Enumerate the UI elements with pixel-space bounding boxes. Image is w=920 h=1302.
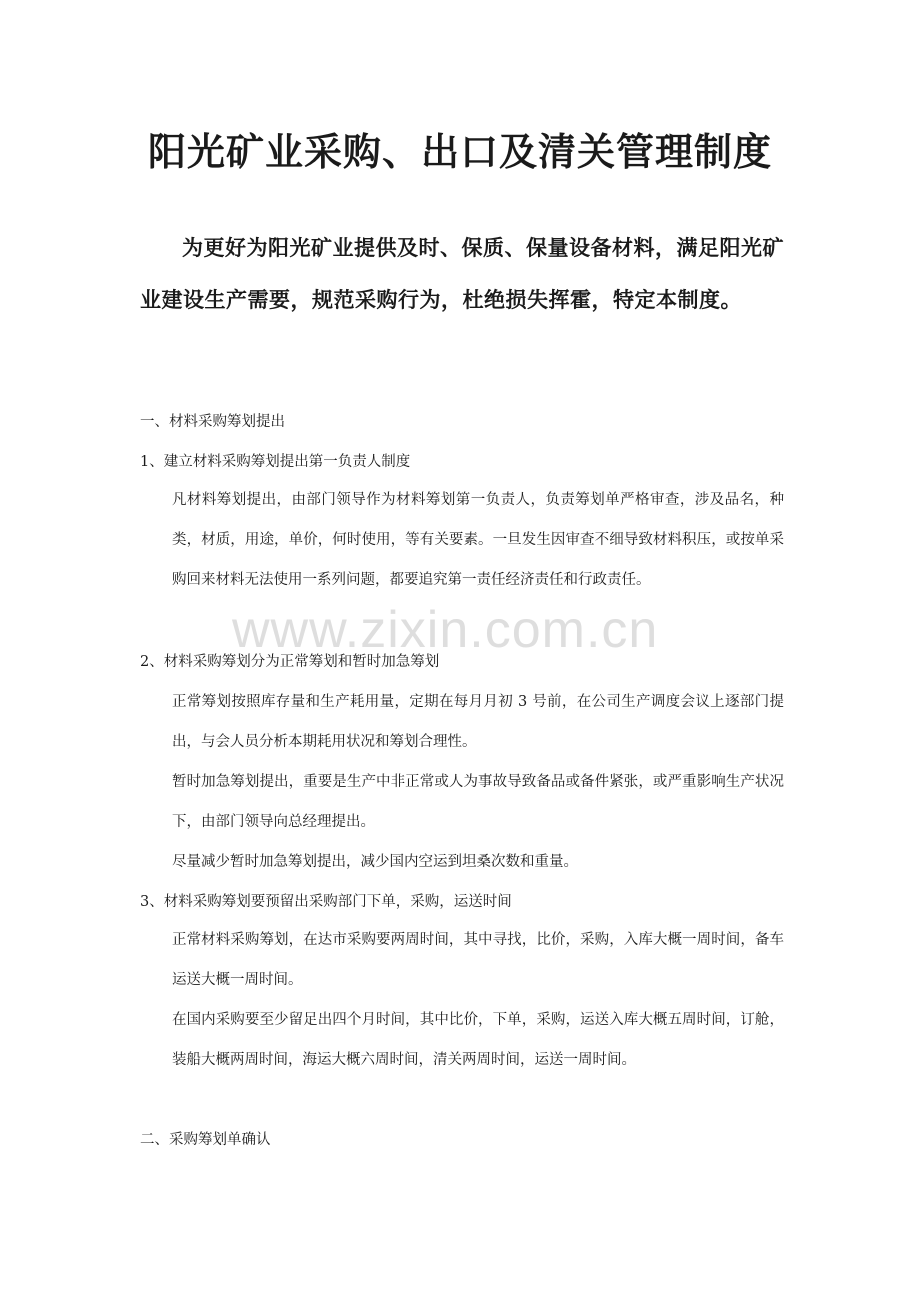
document-title: 阳光矿业采购、出口及清关管理制度: [147, 129, 772, 174]
subsection-heading-1-3: 3、材料采购筹划要预留出采购部门下单，采购，运送时间: [140, 894, 512, 910]
paragraph-1-2-2: 暂时加急筹划提出，重要是生产中非正常或人为事故导致备品或备件紧张，或严重影响生产状况下，由部门领导向总经理提出。: [172, 774, 784, 830]
subsection-heading-1-2: 2、材料采购筹划分为正常筹划和暂时加急筹划: [140, 654, 440, 670]
section-heading-1: 一、材料采购筹划提出: [140, 414, 285, 430]
paragraph-1-2-1: 正常筹划按照库存量和生产耗用量，定期在每月月初 3 号前，在公司生产调度会议上逐部门提出，与会人员分析本期耗用状况和筹划合理性。: [172, 694, 784, 750]
intro-paragraph: 为更好为阳光矿业提供及时、保质、保量设备材料，满足阳光矿业建设生产需要，规范采购行为，杜绝损失挥霍，特定本制度。: [140, 235, 784, 312]
watermark-text: www.zixin.com.cn: [232, 601, 659, 659]
paragraph-1-1-1: 凡材料筹划提出，由部门领导作为材料筹划第一负责人，负责筹划单严格审查，涉及品名，种类，材质，用途，单价，何时使用，等有关要素。一旦发生因审查不细导致材料积压，或按单采购回来材料无法使用一系列问题，都要追究第一责任经济责任和行政责任。: [172, 492, 784, 588]
paragraph-1-3-2: 在国内采购要至少留足出四个月时间，其中比价，下单，采购，运送入库大概五周时间，订舱，装船大概两周时间，海运大概六周时间，清关两周时间，运送一周时间。: [172, 1012, 784, 1068]
section-heading-2: 二、采购筹划单确认: [140, 1132, 271, 1148]
paragraph-1-3-1: 正常材料采购筹划，在达市采购要两周时间，其中寻找，比价，采购，入库大概一周时间，备车运送大概一周时间。: [172, 932, 784, 988]
subsection-heading-1-1: 1、建立材料采购筹划提出第一负责人制度: [140, 454, 411, 470]
paragraph-1-2-3: 尽量减少暂时加急筹划提出，减少国内空运到坦桑次数和重量。: [172, 854, 578, 870]
